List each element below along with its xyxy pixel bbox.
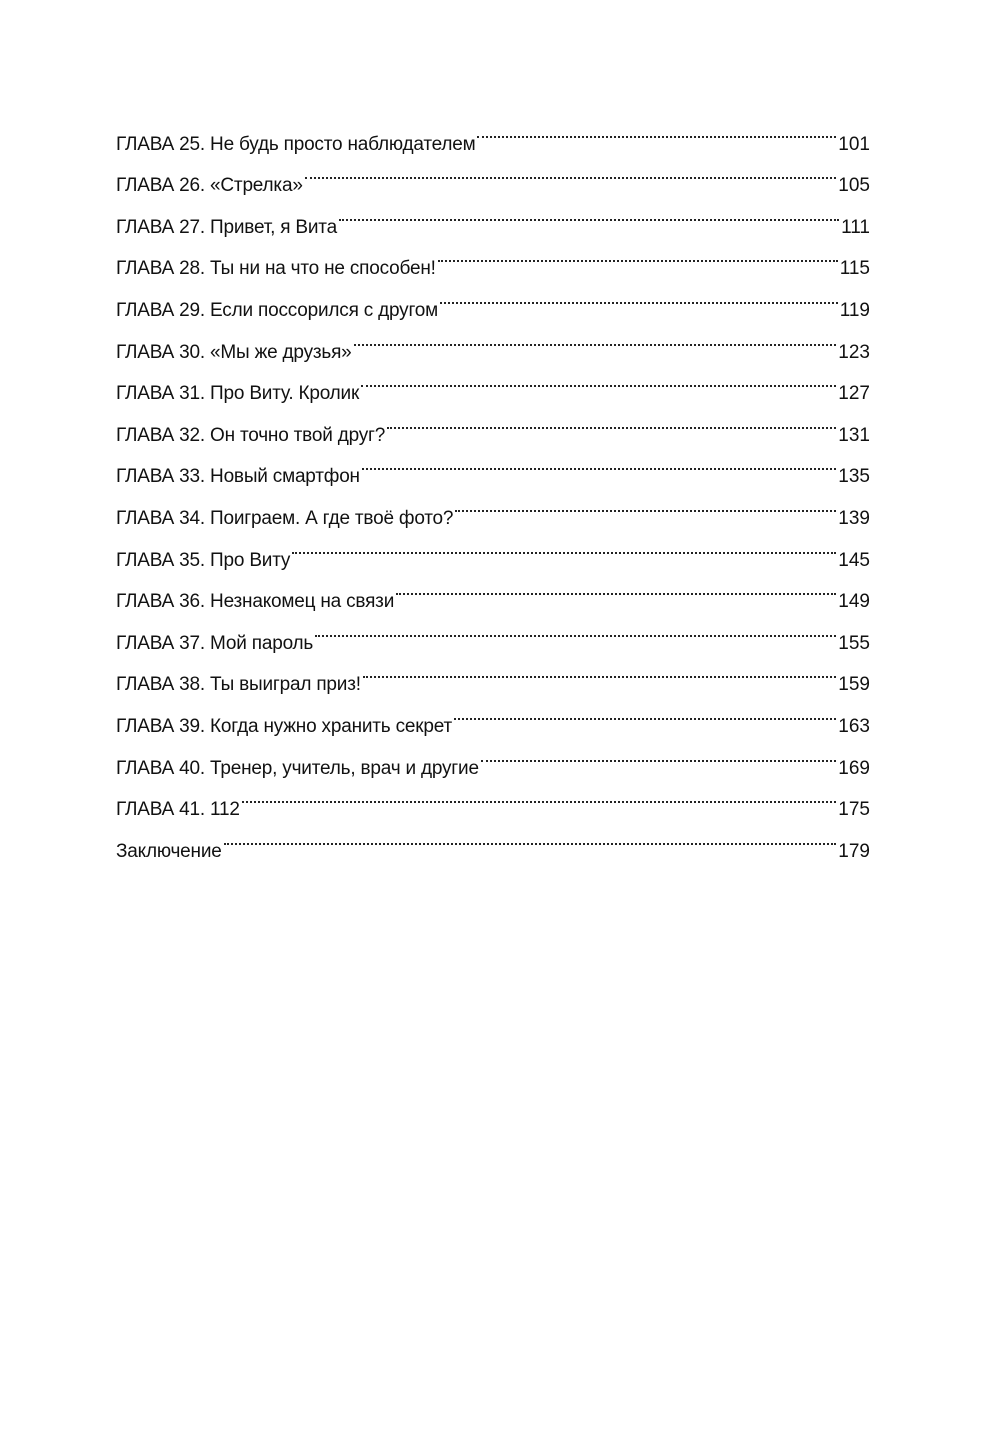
toc-dot-leader bbox=[477, 108, 836, 150]
toc-dot-leader bbox=[315, 607, 836, 649]
toc-entry-page-number: 101 bbox=[838, 133, 870, 155]
toc-dot-leader bbox=[361, 358, 836, 400]
toc-entry-page-number: 155 bbox=[838, 632, 870, 654]
toc-entry-title: ГЛАВА 27. Привет, я Вита bbox=[116, 216, 337, 238]
toc-entry-title: ГЛАВА 39. Когда нужно хранить секрет bbox=[116, 715, 452, 737]
toc-entry-page-number: 169 bbox=[838, 757, 870, 779]
toc-entry-title: ГЛАВА 32. Он точно твой друг? bbox=[116, 424, 386, 446]
toc-entry-page-number: 145 bbox=[838, 549, 870, 571]
toc-entry-title: ГЛАВА 29. Если поссорился с другом bbox=[116, 299, 439, 321]
toc-dot-leader bbox=[362, 441, 836, 483]
toc-entry-title: ГЛАВА 31. Про Виту. Кролик bbox=[116, 383, 360, 405]
toc-entry-page-number: 105 bbox=[838, 175, 870, 197]
toc-dot-leader bbox=[292, 524, 836, 566]
toc-entry-title: ГЛАВА 40. Тренер, учитель, врач и другие bbox=[116, 757, 479, 779]
toc-entry-page-number: 127 bbox=[838, 383, 870, 405]
toc-dot-leader bbox=[440, 274, 838, 316]
toc-entry-page-number: 179 bbox=[838, 840, 870, 862]
toc-dot-leader bbox=[454, 690, 836, 732]
toc-entry-title: Заключение bbox=[116, 840, 222, 862]
toc-entry-title: ГЛАВА 35. Про Виту bbox=[116, 549, 291, 571]
toc-entry-page-number: 175 bbox=[838, 799, 870, 821]
toc-dot-leader bbox=[396, 566, 836, 608]
toc-entry-title: ГЛАВА 34. Поиграем. А где твоё фото? bbox=[116, 507, 454, 529]
toc-entry-title: ГЛАВА 41. 112 bbox=[116, 799, 240, 821]
toc-entry-title: ГЛАВА 33. Новый смартфон bbox=[116, 466, 360, 488]
toc-entry-page-number: 119 bbox=[839, 299, 870, 321]
toc-entry-title: ГЛАВА 28. Ты ни на что не способен! bbox=[116, 258, 436, 280]
toc-entry-page-number: 163 bbox=[838, 715, 870, 737]
toc-entry-page-number: 131 bbox=[838, 424, 870, 446]
toc-entry-title: ГЛАВА 26. «Стрелка» bbox=[116, 175, 303, 197]
toc-dot-leader bbox=[224, 815, 837, 857]
toc-entry-page-number: 135 bbox=[838, 466, 870, 488]
toc-entry-title: ГЛАВА 37. Мой пароль bbox=[116, 632, 314, 654]
toc-dot-leader bbox=[438, 233, 838, 275]
toc-entry-title: ГЛАВА 36. Незнакомец на связи bbox=[116, 591, 395, 613]
toc-dot-leader bbox=[354, 316, 837, 358]
table-of-contents bbox=[116, 108, 870, 862]
toc-entry-page-number: 115 bbox=[839, 258, 870, 280]
toc-entry-page-number: 159 bbox=[838, 674, 870, 696]
toc-entry-page-number: 111 bbox=[841, 216, 870, 238]
toc-entry-title: ГЛАВА 38. Ты выиграл приз! bbox=[116, 674, 361, 696]
toc-entry-conclusion bbox=[116, 815, 870, 862]
toc-dot-leader bbox=[481, 732, 836, 774]
toc-dot-leader bbox=[242, 774, 837, 816]
toc-dot-leader bbox=[305, 150, 837, 192]
toc-entry-title: ГЛАВА 25. Не будь просто наблюдателем bbox=[116, 133, 476, 155]
toc-dot-leader bbox=[387, 399, 836, 441]
toc-entry-page-number: 123 bbox=[838, 341, 870, 363]
toc-entry-page-number: 149 bbox=[838, 591, 870, 613]
toc-entry-title: ГЛАВА 30. «Мы же друзья» bbox=[116, 341, 352, 363]
toc-dot-leader bbox=[363, 649, 836, 691]
toc-dot-leader bbox=[455, 482, 836, 524]
toc-dot-leader bbox=[339, 191, 839, 233]
toc-entry-page-number: 139 bbox=[838, 507, 870, 529]
toc-entry-chapter-25 bbox=[116, 108, 870, 155]
